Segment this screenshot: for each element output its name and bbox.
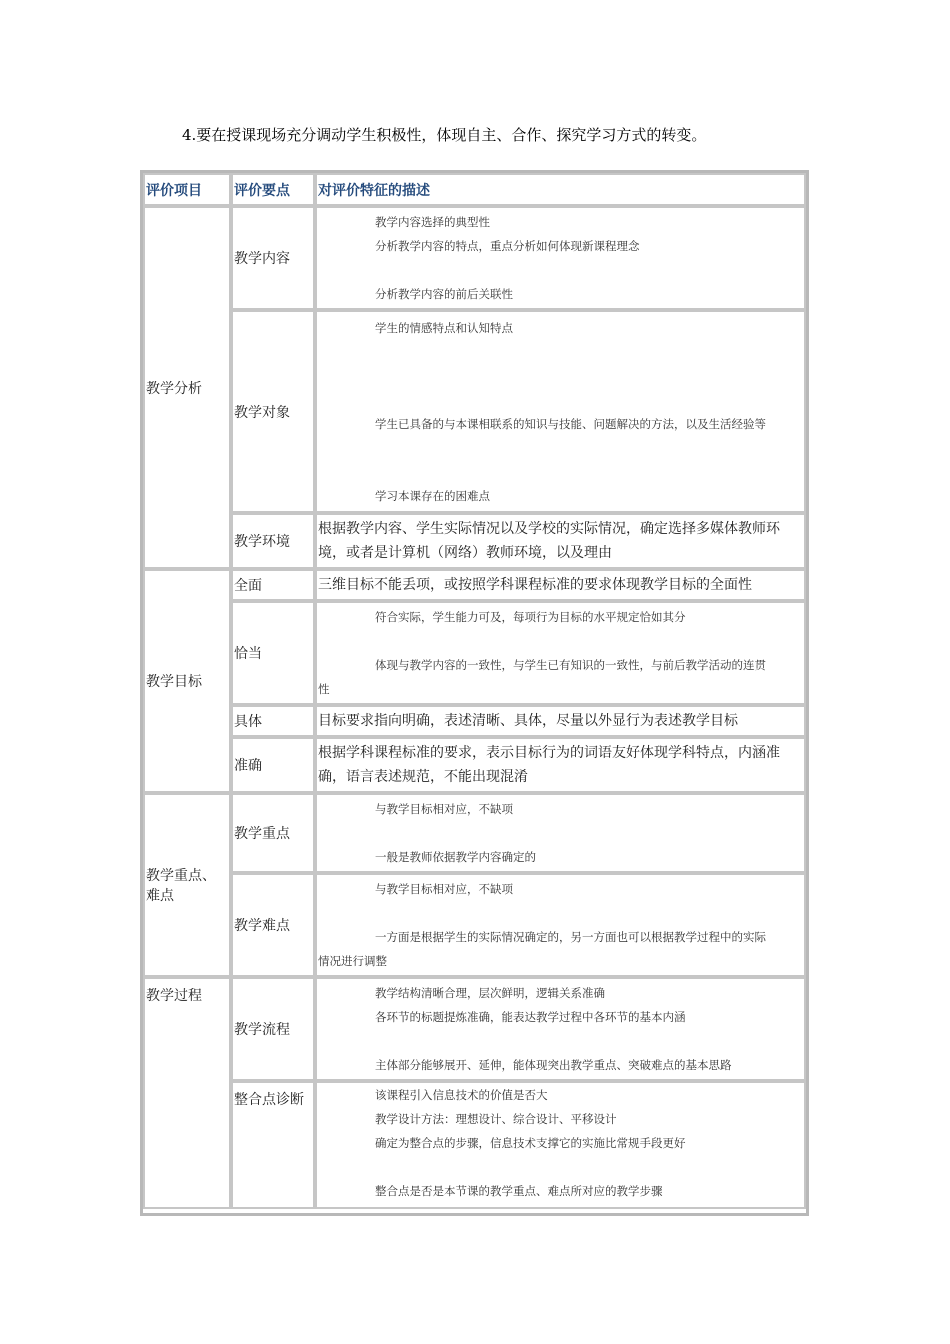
table-header-row — [143, 173, 806, 206]
description-cell: 符合实际，学生能力可及，每项行为目标的水平规定恰如其分 体现与教学内容的一致性，与学生已有知识的一致性，与前后教学活动的连贯 性 — [315, 601, 806, 705]
item-cell: 教学分析 — [143, 206, 231, 569]
description-cell: 教学内容选择的典型性 分析教学内容的特点，重点分析如何体现新课程理念 分析教学内容的前后关联性 — [315, 206, 806, 310]
point-cell: 教学对象 — [231, 310, 315, 513]
point-cell: 教学难点 — [231, 873, 315, 977]
description-cell: 该课程引入信息技术的价值是否大 教学设计方法：理想设计、综合设计、平移设计 确定为整合点的步骤，信息技术支撑它的实施比常规手段更好 整合点是否是本节课的教学重点、难点所对应的教学步骤 — [315, 1081, 806, 1209]
table-row — [143, 310, 806, 513]
point-cell: 教学环境 — [231, 513, 315, 569]
table-row — [143, 513, 806, 569]
description-cell: 根据学科课程标准的要求，表示目标行为的词语友好体现学科特点，内涵准确，语言表述规范，不能出现混淆 — [315, 737, 806, 793]
table-row — [143, 873, 806, 977]
header-description: 对评价特征的描述 — [315, 173, 806, 206]
header-point: 评价要点 — [231, 173, 315, 206]
table-row — [143, 569, 806, 601]
item-cell: 教学过程 — [143, 977, 231, 1209]
description-cell: 教学结构清晰合理，层次鲜明，逻辑关系准确 各环节的标题提炼准确，能表达教学过程中各环节的基本内涵 主体部分能够展开、延伸，能体现突出教学重点、突破难点的基本思路 — [315, 977, 806, 1081]
description-cell: 学生的情感特点和认知特点 学生已具备的与本课相联系的知识与技能、问题解决的方法，以及生活经验等 学习本课存在的困难点 — [315, 310, 806, 513]
point-cell: 全面 — [231, 569, 315, 601]
point-cell: 教学内容 — [231, 206, 315, 310]
table-row — [143, 206, 806, 310]
description-cell: 与教学目标相对应，不缺项 一方面是根据学生的实际情况确定的，另一方面也可以根据教学过程中的实际 情况进行调整 — [315, 873, 806, 977]
description-cell: 目标要求指向明确，表述清晰、具体，尽量以外显行为表述教学目标 — [315, 705, 806, 737]
point-cell: 整合点诊断 — [231, 1081, 315, 1209]
description-cell: 与教学目标相对应，不缺项 一般是教师依据教学内容确定的 — [315, 793, 806, 873]
table-row — [143, 977, 806, 1081]
header-item: 评价项目 — [143, 173, 231, 206]
description-cell: 根据教学内容、学生实际情况以及学校的实际情况，确定选择多媒体教师环境，或者是计算机（网络）教师环境，以及理由 — [315, 513, 806, 569]
point-cell: 教学重点 — [231, 793, 315, 873]
table-row — [143, 601, 806, 705]
table-row — [143, 1081, 806, 1209]
point-cell: 教学流程 — [231, 977, 315, 1081]
description-cell: 三维目标不能丢项，或按照学科课程标准的要求体现教学目标的全面性 — [315, 569, 806, 601]
intro-paragraph: 4.要在授课现场充分调动学生积极性，体现自主、合作、探究学习方式的转变。 — [182, 126, 707, 144]
point-cell: 具体 — [231, 705, 315, 737]
table-row — [143, 737, 806, 793]
evaluation-table — [143, 173, 806, 1209]
item-cell: 教学目标 — [143, 569, 231, 793]
point-cell: 准确 — [231, 737, 315, 793]
table-row — [143, 705, 806, 737]
item-cell: 教学重点、难点 — [143, 793, 231, 977]
point-cell: 恰当 — [231, 601, 315, 705]
table-row — [143, 793, 806, 873]
